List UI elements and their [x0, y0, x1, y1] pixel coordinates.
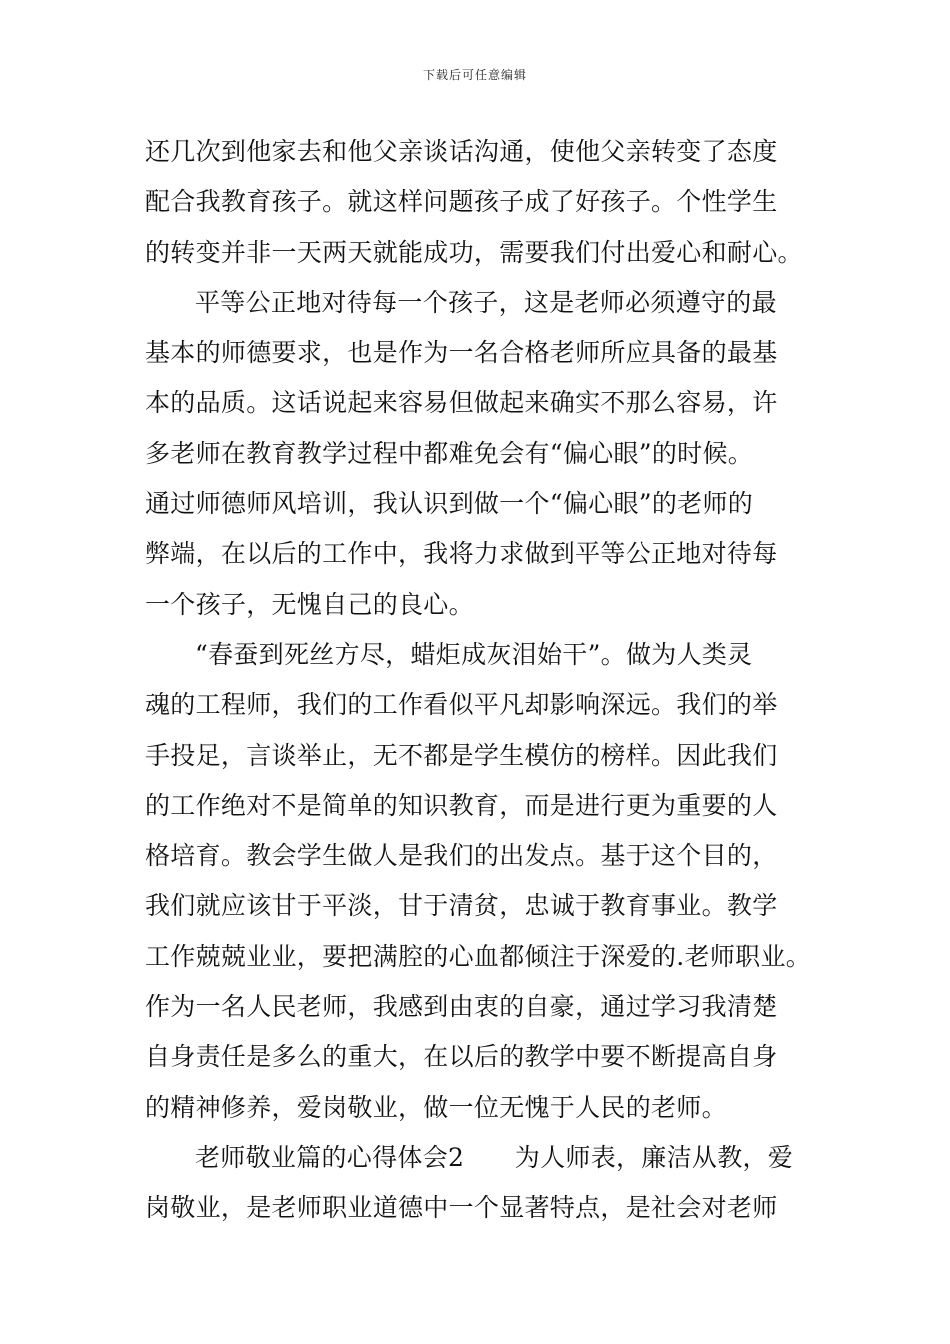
- text-line: 基本的师德要求，也是作为一名合格老师所应具备的最基: [145, 338, 778, 368]
- text-line: 通过师德师风培训，我认识到做一个“偏心眼”的老师的: [145, 489, 754, 519]
- text-line: 还几次到他家去和他父亲谈话沟通，使他父亲转变了态度: [145, 137, 778, 166]
- text-line: 多老师在教育教学过程中都难免会有“偏心眼”的时候。: [145, 438, 754, 468]
- page-header-note: 下载后可任意编辑: [422, 68, 527, 82]
- paragraph-start-line: “春蚕到死丝方尽，蜡炬成灰泪始干”。做为人类灵: [195, 639, 753, 669]
- text-line: 一个孩子，无愧自己的良心。: [145, 589, 474, 619]
- text-line: 格培育。教会学生做人是我们的出发点。基于这个目的，: [145, 841, 778, 871]
- text-line: 作为一名人民老师，我感到由衷的自豪，通过学习我清楚: [145, 992, 778, 1022]
- paragraph-start-line: 老师敬业篇的心得体会2 为人师表，廉洁从教，爱: [195, 1142, 794, 1172]
- text-line: 的精神修养，爱岗敬业，做一位无愧于人民的老师。: [145, 1092, 727, 1122]
- text-line: 岗敬业，是老师职业道德中一个显著特点，是社会对老师: [145, 1193, 778, 1223]
- text-line: 魂的工程师，我们的工作看似平凡却影响深远。我们的举: [145, 690, 778, 720]
- text-line: 本的品质。这话说起来容易但做起来确实不那么容易，许: [145, 388, 778, 418]
- text-line: 的工作绝对不是简单的知识教育，而是进行更为重要的人: [145, 790, 778, 820]
- text-line: 弊端，在以后的工作中，我将力求做到平等公正地对待每: [145, 539, 778, 569]
- text-line: 的转变并非一天两天就能成功，需要我们付出爱心和耐心。: [145, 237, 803, 267]
- text-line: 手投足，言谈举止，无不都是学生模仿的榜样。因此我们: [145, 740, 778, 770]
- text-line: 工作兢兢业业，要把满腔的心血都倾注于深爱的.老师职业。: [145, 941, 812, 971]
- text-line: 自身责任是多么的重大，在以后的教学中要不断提高自身: [145, 1042, 778, 1072]
- document-body: [145, 130, 845, 1237]
- paragraph-start-line: 平等公正地对待每一个孩子，这是老师必须遵守的最: [195, 287, 777, 317]
- text-line: 我们就应该甘于平淡，甘于清贫，忠诚于教育事业。教学: [145, 891, 778, 921]
- text-line: 配合我教育孩子。就这样问题孩子成了好孩子。个性学生: [145, 187, 778, 217]
